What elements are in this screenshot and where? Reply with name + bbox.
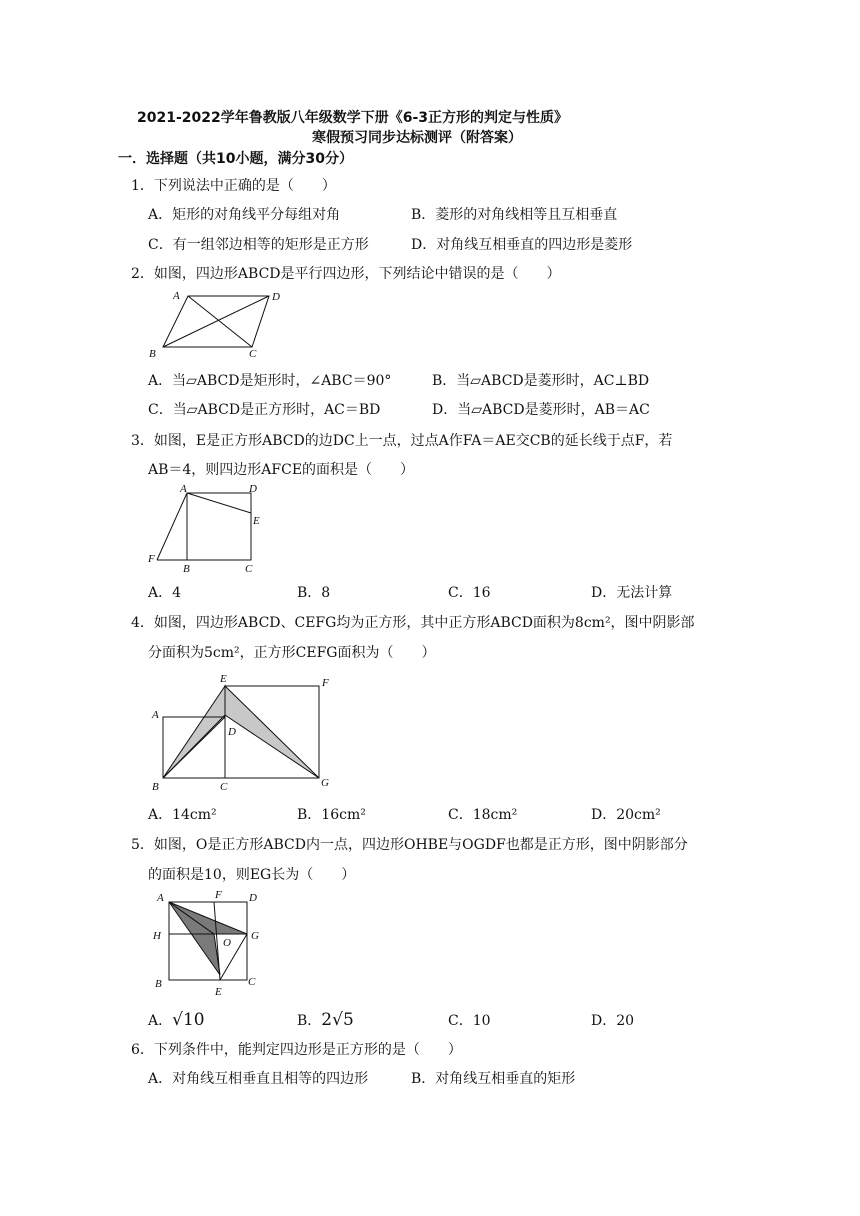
q5-option-a-value: √10 xyxy=(172,1010,205,1030)
q3-label-f: F xyxy=(148,553,155,565)
q6-stem: 6．下列条件中，能判定四边形是正方形的是（ ） xyxy=(131,1042,462,1058)
q3-stem-line-2: AB＝4，则四边形AFCE的面积是（ ） xyxy=(148,462,415,478)
q5-label-a: A xyxy=(157,892,164,904)
q5-label-d: D xyxy=(249,892,257,904)
q5-label-g: G xyxy=(251,930,259,942)
q2-label-b: B xyxy=(149,348,156,360)
q1-option-d: D．对角线互相垂直的四边形是菱形 xyxy=(411,237,633,253)
q1-option-c: C．有一组邻边相等的矩形是正方形 xyxy=(148,237,369,253)
q5-stem-line-2: 的面积是10，则EG长为（ ） xyxy=(148,867,356,883)
q4-option-d: D．20cm² xyxy=(591,807,661,823)
q5-label-b: B xyxy=(155,978,162,990)
q4-label-f: F xyxy=(322,677,329,689)
q3-label-b: B xyxy=(183,563,190,575)
q2-label-d: D xyxy=(272,291,280,303)
q6-option-a: A．对角线互相垂直且相等的四边形 xyxy=(148,1071,369,1087)
q5-option-b-value: 2√5 xyxy=(321,1010,354,1030)
q3-label-d: D xyxy=(249,483,257,495)
q5-label-e: E xyxy=(215,986,222,998)
q2-label-a: A xyxy=(173,290,180,302)
q4-label-c: C xyxy=(220,781,228,793)
q5-option-b-prefix: B． xyxy=(297,1013,322,1029)
q2-option-a: A．当▱ABCD是矩形时，∠ABC＝90° xyxy=(148,373,392,389)
q4-figure-two-squares xyxy=(145,670,340,795)
q5-option-a xyxy=(148,1010,205,1030)
q1-stem: 1．下列说法中正确的是（ ） xyxy=(131,178,336,194)
q4-option-a: A．14cm² xyxy=(148,807,217,823)
q5-option-b xyxy=(297,1010,354,1030)
q4-label-a: A xyxy=(152,709,159,721)
q5-option-a-prefix: A． xyxy=(148,1013,173,1029)
q5-figure-squares xyxy=(145,887,265,1002)
q3-label-e: E xyxy=(253,515,260,527)
q4-stem-line-1: 4．如图，四边形ABCD、CEFG均为正方形，其中正方形ABCD面积为8cm²，图中阴影部 xyxy=(131,615,695,631)
q5-label-f: F xyxy=(215,889,222,901)
q1-option-b: B．菱形的对角线相等且互相垂直 xyxy=(411,207,618,223)
q3-figure-square xyxy=(140,480,275,578)
q2-stem: 2．如图，四边形ABCD是平行四边形，下列结论中错误的是（ ） xyxy=(131,266,561,282)
section-heading: 一．选择题（共10小题，满分30分） xyxy=(118,151,353,167)
q4-stem-line-2: 分面积为5cm²，正方形CEFG面积为（ ） xyxy=(148,645,436,661)
q3-stem-line-1: 3．如图，E是正方形ABCD的边DC上一点，过点A作FA＝AE交CB的延长线于点F，若 xyxy=(131,433,673,449)
q3-option-a: A．4 xyxy=(148,585,182,601)
q4-label-d: D xyxy=(228,726,236,738)
q2-option-d: D．当▱ABCD是菱形时，AB＝AC xyxy=(432,402,650,418)
title-line-2: 寒假预习同步达标测评（附答案） xyxy=(312,130,522,146)
q2-option-c: C．当▱ABCD是正方形时，AC＝BD xyxy=(148,402,381,418)
q4-option-c: C．18cm² xyxy=(448,807,518,823)
q6-option-b: B．对角线互相垂直的矩形 xyxy=(411,1071,576,1087)
q3-label-c: C xyxy=(245,563,253,575)
q5-option-d: D．20 xyxy=(591,1013,635,1029)
q5-label-h: H xyxy=(153,930,161,942)
q3-option-b: B．8 xyxy=(297,585,331,601)
q5-label-o: O xyxy=(223,937,231,949)
q2-label-c: C xyxy=(249,348,257,360)
q2-figure-parallelogram xyxy=(145,285,295,363)
q3-option-c: C．16 xyxy=(448,585,491,601)
q2-option-b: B．当▱ABCD是菱形时，AC⊥BD xyxy=(432,373,650,389)
q5-stem-line-1: 5．如图，O是正方形ABCD内一点，四边形OHBE与OGDF也都是正方形，图中阴影部分 xyxy=(131,837,688,853)
q5-option-c: C．10 xyxy=(448,1013,491,1029)
q4-label-b: B xyxy=(152,781,159,793)
q1-option-a: A．矩形的对角线平分每组对角 xyxy=(148,207,341,223)
q3-label-a: A xyxy=(180,483,187,495)
q4-label-g: G xyxy=(321,777,329,789)
q4-label-e: E xyxy=(220,673,227,685)
q5-label-c: C xyxy=(248,976,256,988)
q3-option-d: D．无法计算 xyxy=(591,585,673,601)
title-line-1: 2021-2022学年鲁教版八年级数学下册《6-3正方形的判定与性质》 xyxy=(137,110,569,126)
q4-option-b: B．16cm² xyxy=(297,807,366,823)
